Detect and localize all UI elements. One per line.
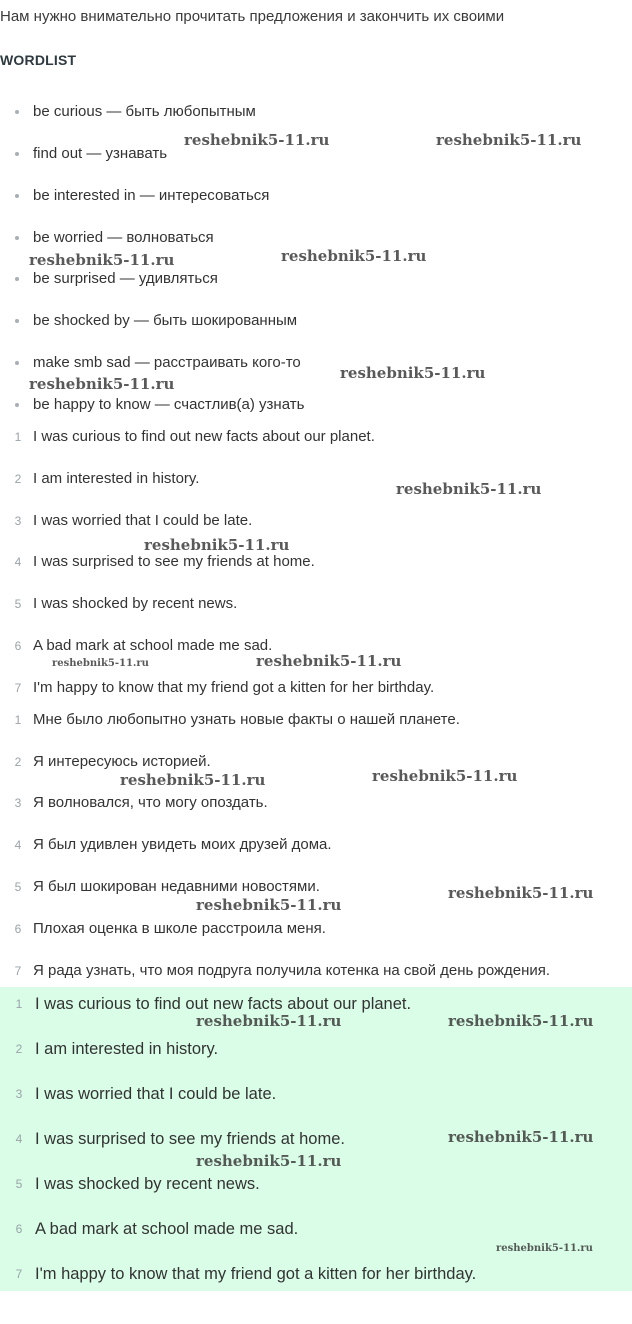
russian-sentence: 1 Мне было любопытно узнать новые факты о нашей планете. xyxy=(14,711,460,728)
answer-sentence: 7 I'm happy to know that my friend got a kitten for her birthday. xyxy=(15,1265,477,1283)
watermark: reshebnik5-11.ru xyxy=(196,896,342,914)
watermark: reshebnik5-11.ru xyxy=(52,658,149,669)
watermark: reshebnik5-11.ru xyxy=(372,767,518,785)
wordlist-item: be worried — волноваться xyxy=(0,227,632,249)
russian-sentence: 3 Я волновался, что могу опоздать. xyxy=(14,794,268,811)
watermark: reshebnik5-11.ru xyxy=(196,1012,342,1030)
answer-sentence: 2 I am interested in history. xyxy=(15,1040,219,1058)
english-sentence: 4 I was surprised to see my friends at home. xyxy=(14,553,315,570)
russian-sentence: 6 Плохая оценка в школе расстроила меня. xyxy=(14,920,326,937)
intro-text: Нам нужно внимательно прочитать предложения и закончить их своими xyxy=(0,8,505,25)
bullet-icon xyxy=(15,152,19,156)
bullet-icon xyxy=(15,236,19,240)
bullet-icon xyxy=(15,403,19,407)
wordlist-item: be happy to know — счастлив(а) узнать xyxy=(0,394,632,416)
wordlist-item: be curious — быть любопытным xyxy=(0,101,632,123)
russian-sentence: 5 Я был шокирован недавними новостями. xyxy=(14,878,320,895)
english-sentence: 7 I'm happy to know that my friend got a kitten for her birthday. xyxy=(14,679,435,696)
answer-sentence: 5 I was shocked by recent news. xyxy=(15,1175,260,1193)
watermark: reshebnik5-11.ru xyxy=(256,652,402,670)
wordlist-item: be shocked by — быть шокированным xyxy=(0,310,632,332)
answer-sentence: 6 A bad mark at school made me sad. xyxy=(15,1220,299,1238)
watermark: reshebnik5-11.ru xyxy=(340,364,486,382)
russian-sentence: 4 Я был удивлен увидеть моих друзей дома. xyxy=(14,836,332,853)
answer-sentence: 1 I was curious to find out new facts about our planet. xyxy=(15,995,412,1013)
watermark: reshebnik5-11.ru xyxy=(436,131,582,149)
watermark: reshebnik5-11.ru xyxy=(184,131,330,149)
russian-sentence: 7 Я рада узнать, что моя подруга получила котенка на свой день рождения. xyxy=(14,962,551,979)
watermark: reshebnik5-11.ru xyxy=(396,480,542,498)
wordlist-item: find out — узнавать xyxy=(0,143,632,165)
watermark: reshebnik5-11.ru xyxy=(196,1152,342,1170)
watermark: reshebnik5-11.ru xyxy=(448,884,594,902)
watermark: reshebnik5-11.ru xyxy=(120,771,266,789)
wordlist-title: WORDLIST xyxy=(0,52,77,68)
bullet-icon xyxy=(15,277,19,281)
wordlist-item: make smb sad — расстраивать кого-то xyxy=(0,352,632,374)
watermark: reshebnik5-11.ru xyxy=(448,1012,594,1030)
watermark: reshebnik5-11.ru xyxy=(144,536,290,554)
bullet-icon xyxy=(15,194,19,198)
watermark: reshebnik5-11.ru xyxy=(29,375,175,393)
watermark: reshebnik5-11.ru xyxy=(29,251,175,269)
answer-sentence: 4 I was surprised to see my friends at home. xyxy=(15,1130,345,1148)
answer-sentence: 3 I was worried that I could be late. xyxy=(15,1085,277,1103)
english-sentence: 5 I was shocked by recent news. xyxy=(14,595,238,612)
english-sentence: 3 I was worried that I could be late. xyxy=(14,512,253,529)
watermark: reshebnik5-11.ru xyxy=(281,247,427,265)
watermark: reshebnik5-11.ru xyxy=(496,1243,593,1254)
wordlist-item: be interested in — интересоваться xyxy=(0,185,632,207)
english-sentence: 1 I was curious to find out new facts about our planet. xyxy=(14,428,375,445)
wordlist-item: be surprised — удивляться xyxy=(0,268,632,290)
russian-sentence: 2 Я интересуюсь историей. xyxy=(14,753,211,770)
watermark: reshebnik5-11.ru xyxy=(448,1128,594,1146)
english-sentence: 2 I am interested in history. xyxy=(14,470,200,487)
bullet-icon xyxy=(15,361,19,365)
english-sentence: 6 A bad mark at school made me sad. xyxy=(14,637,273,654)
bullet-icon xyxy=(15,110,19,114)
bullet-icon xyxy=(15,319,19,323)
